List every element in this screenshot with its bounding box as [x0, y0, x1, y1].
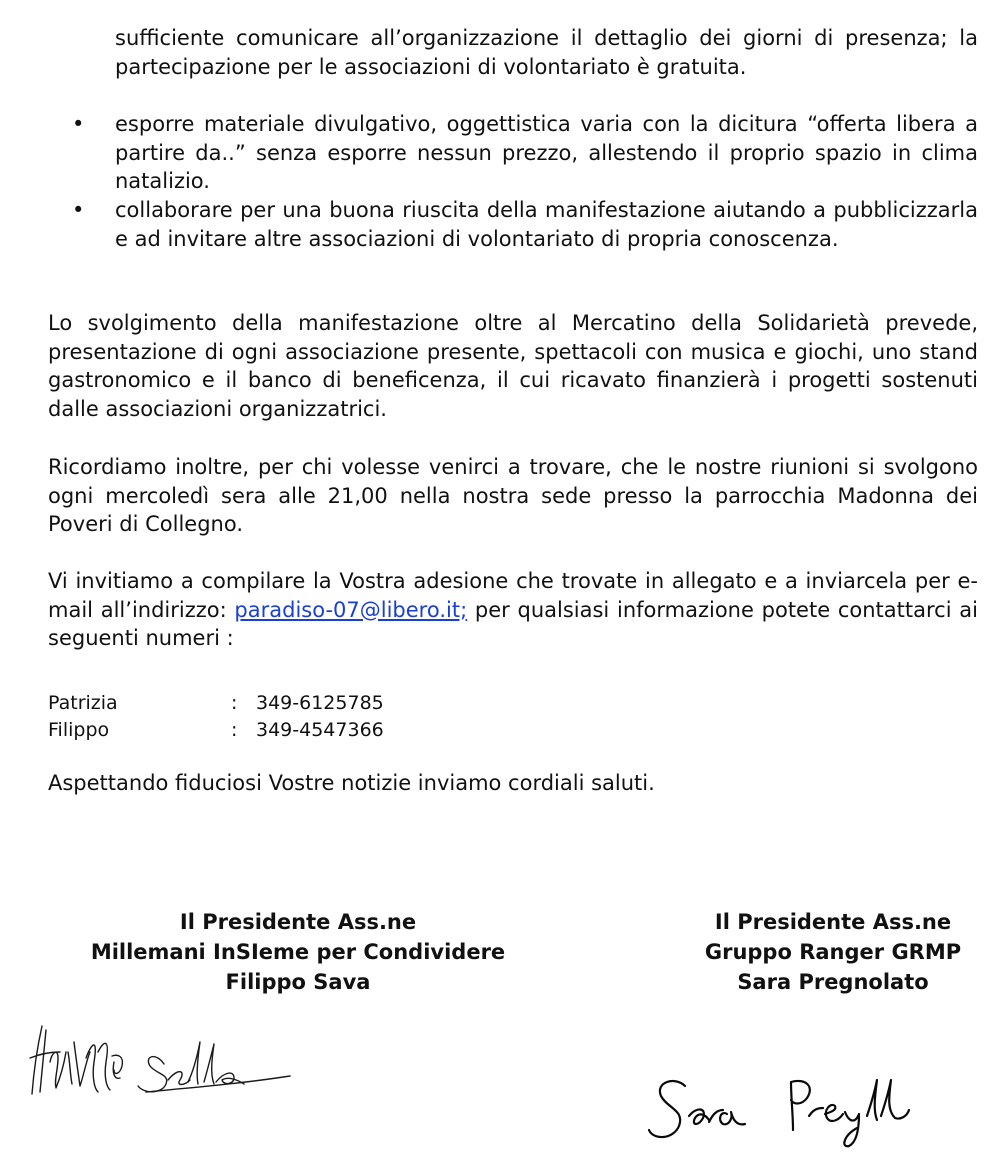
contact-separator: :	[231, 692, 238, 714]
signature-block-right	[680, 907, 986, 997]
bullet-marker: •	[72, 198, 85, 222]
signature-block-left	[48, 907, 548, 997]
handwritten-signature-left	[28, 1022, 298, 1102]
contact-phone: 349-4547366	[256, 719, 384, 741]
invitation-text-after: per qualsiasi informazione potete contattarci ai seguenti numeri :	[48, 597, 978, 650]
contact-name: Filippo	[48, 719, 110, 741]
bullet-marker: •	[72, 112, 85, 136]
signatory-title: Il Presidente Ass.ne	[714, 910, 952, 934]
handwritten-signature-right	[645, 1070, 915, 1150]
bullet-item: collaborare per una buona riuscita della manifestazione aiutando a pubblicizzarla e ad invitare altre associazioni di volontariato di propria conoscenza.	[115, 198, 978, 251]
paragraph-invitation	[48, 567, 978, 653]
signatory-name: Filippo Sava	[225, 970, 371, 994]
contact-phone: 349-6125785	[256, 692, 384, 714]
contact-name: Patrizia	[48, 692, 118, 714]
contact-separator: :	[231, 719, 238, 741]
paragraph-meetings: Ricordiamo inoltre, per chi volesse venirci a trovare, che le nostre riunioni si svolgono ogni mercoledì sera alle 21,00 nella nostra sede presso la parrocchia Madonna dei Poveri di Collegno.	[48, 455, 978, 536]
invitation-text-before: Vi invitiamo a compilare la Vostra adesione che trovate in allegato e a inviarcela per e-mail all’indirizzo:	[48, 569, 978, 622]
bullet-continuation: sufficiente comunicare all’organizzazione il dettaglio dei giorni di presenza; la partecipazione per le associazioni di volontariato è gratuita.	[115, 26, 978, 79]
signatory-name: Sara Pregnolato	[737, 970, 929, 994]
closing-salutation: Aspettando fiduciosi Vostre notizie inviamo cordiali saluti.	[48, 771, 655, 795]
bullet-item: esporre materiale divulgativo, oggettistica varia con la dicitura “offerta libera a partire da..” senza esporre nessun prezzo, allestendo il proprio spazio in clima natalizio.	[115, 112, 978, 193]
paragraph-event-description: Lo svolgimento della manifestazione oltre al Mercatino della Solidarietà prevede, presentazione di ogni associazione presente, spettacoli con musica e giochi, uno stand gastronomico e il banco di beneficenza, il cui ricavato finanzierà i progetti sostenuti dalle associazioni organizzatrici.	[48, 311, 978, 421]
email-link[interactable]: paradiso-07@libero.it;	[234, 597, 468, 622]
signatory-organization: Millemani InSIeme per Condividere	[90, 940, 506, 964]
signatory-organization: Gruppo Ranger GRMP	[704, 940, 962, 964]
signatory-title: Il Presidente Ass.ne	[179, 910, 417, 934]
